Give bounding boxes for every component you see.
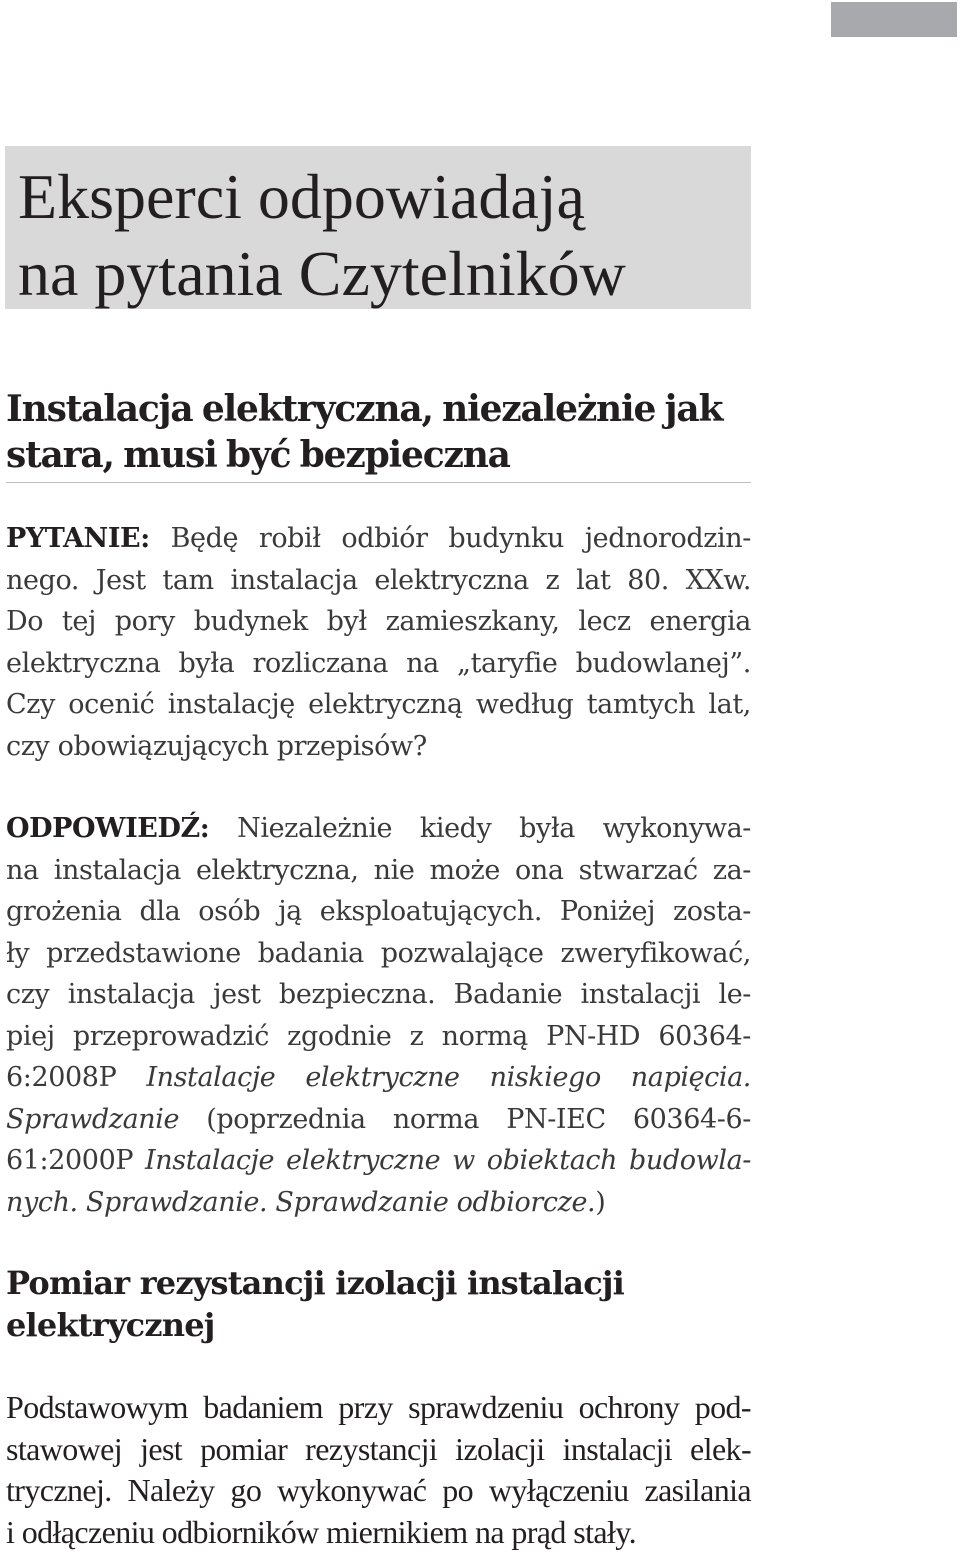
answer-paragraph xyxy=(6,808,751,1223)
answer-line xyxy=(6,1140,751,1182)
answer-line: piej przeprowadzić zgodnie z normą PN-HD 60364- xyxy=(6,1016,751,1058)
heading-divider xyxy=(6,482,751,483)
answer-line xyxy=(6,1057,751,1099)
answer-label: ODPOWIEDŹ: xyxy=(6,813,209,844)
standard-title: Sprawdzanie xyxy=(6,1104,179,1135)
question-line: elektryczna była rozliczana na „taryfie budowlanej”. xyxy=(6,643,751,685)
question-label: PYTANIE: xyxy=(6,523,150,554)
answer-line xyxy=(6,1099,751,1141)
question-text: Będę robił odbiór budynku jednorodzin- xyxy=(150,523,751,554)
page-title-line: na pytania Czytelników xyxy=(18,235,626,312)
standard-title: nych. Sprawdzanie. Sprawdzanie odbiorcze. xyxy=(6,1187,595,1218)
answer-line xyxy=(6,808,751,850)
standard-number: 61:2000P xyxy=(6,1145,145,1176)
body-line: trycznej. Należy go wykonywać po wyłączeniu zasilania xyxy=(6,1470,751,1512)
page-title-line: Eksperci odpowiadają xyxy=(18,158,626,235)
answer-line: czy instalacja jest bezpieczna. Badanie instalacji le- xyxy=(6,974,751,1016)
article-heading-line: stara, musi być bezpieczna xyxy=(6,432,751,478)
standard-number: 6:2008P xyxy=(6,1062,146,1093)
answer-line: grożenia dla osób ją eksploatujących. Poniżej zosta- xyxy=(6,891,751,933)
section-heading-line: elektrycznej xyxy=(6,1304,624,1346)
body-line: i odłączeniu odbiorników miernikiem na prąd stały. xyxy=(6,1512,751,1553)
page-corner-tab xyxy=(831,2,957,37)
question-line: nego. Jest tam instalacja elektryczna z lat 80. XXw. xyxy=(6,560,751,602)
standard-number: (poprzednia norma PN-IEC 60364-6- xyxy=(179,1104,751,1135)
article-heading xyxy=(6,386,751,478)
standard-title: Instalacje elektryczne w obiektach budowla- xyxy=(145,1145,751,1176)
body-line: Podstawowym badaniem przy sprawdzeniu ochrony pod- xyxy=(6,1387,751,1429)
question-line: Do tej pory budynek był zamieszkany, lecz energia xyxy=(6,601,751,643)
section-heading-line: Pomiar rezystancji izolacji instalacji xyxy=(6,1262,624,1304)
answer-line: ły przedstawione badania pozwalające zweryfikować, xyxy=(6,933,751,975)
standard-title: Instalacje elektryczne niskiego napięcia. xyxy=(146,1062,751,1093)
question-line xyxy=(6,518,751,560)
answer-text: Niezależnie kiedy była wykonywa- xyxy=(209,813,751,844)
question-line: czy obowiązujących przepisów? xyxy=(6,726,751,768)
body-line: stawowej jest pomiar rezystancji izolacji instalacji elek- xyxy=(6,1429,751,1471)
question-line: Czy ocenić instalację elektryczną według tamtych lat, xyxy=(6,684,751,726)
answer-line xyxy=(6,1182,751,1224)
answer-line: na instalacja elektryczna, nie może ona stwarzać za- xyxy=(6,850,751,892)
page-title xyxy=(18,158,626,312)
question-paragraph xyxy=(6,518,751,767)
section-body-paragraph xyxy=(6,1387,751,1553)
section-heading xyxy=(6,1262,624,1346)
closing-paren: ) xyxy=(595,1187,605,1218)
article-heading-line: Instalacja elektryczna, niezależnie jak xyxy=(6,386,751,432)
